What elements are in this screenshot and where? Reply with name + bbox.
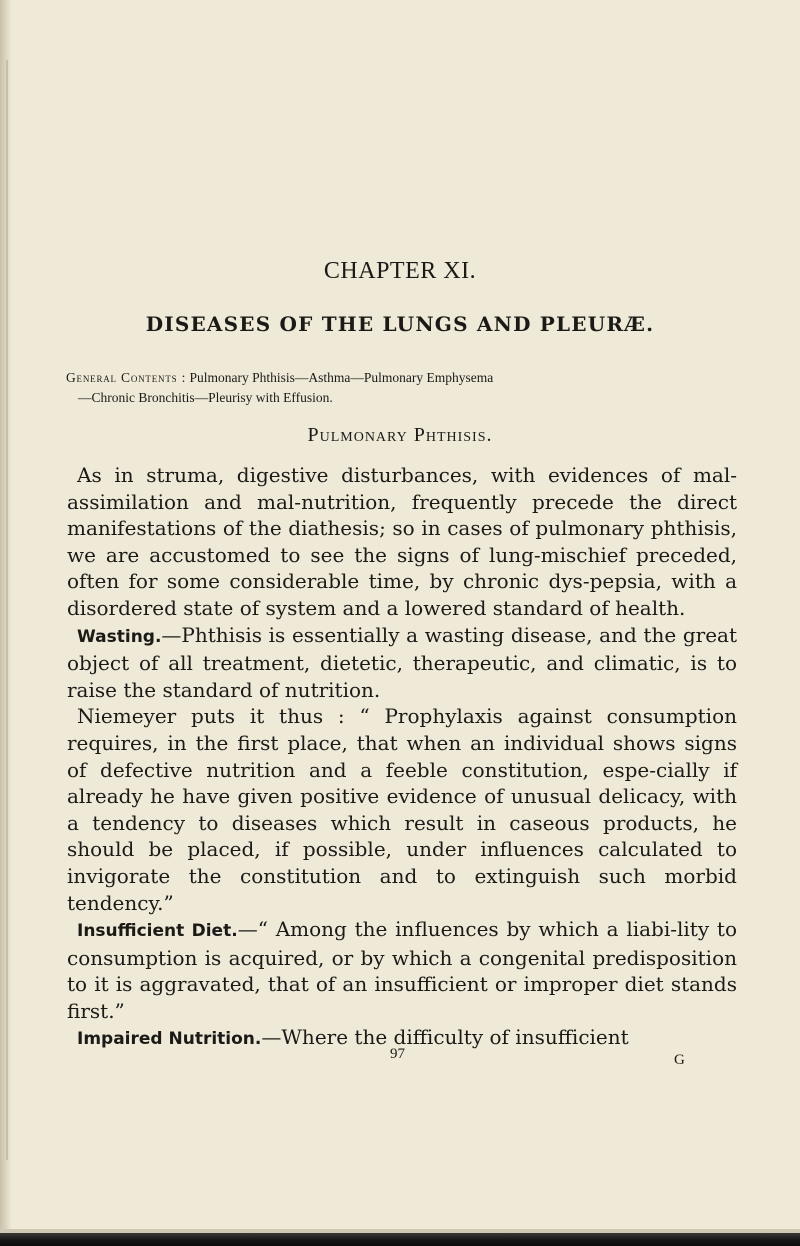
general-contents-topics: Pulmonary Phthisis—Asthma—Pulmonary Emphysema xyxy=(189,370,494,385)
paragraph-text: —Phthisis is essentially a wasting disease, and the great object of all treatment, dietetic, therapeutic, and climatic, is to raise the standard of nutrition. xyxy=(67,622,737,702)
chapter-title: CHAPTER XI. xyxy=(323,258,477,284)
page-number: 97 xyxy=(390,1046,405,1062)
scan-bottom-shadow xyxy=(0,1233,800,1246)
body-text xyxy=(67,462,737,1053)
general-contents-line-1 xyxy=(66,368,756,388)
run-in-heading-impaired-nutrition: Impaired Nutrition. xyxy=(77,1029,262,1050)
page-gutter-line xyxy=(6,60,8,1160)
page-footer xyxy=(0,1046,800,1076)
general-contents-line-2: —Chronic Bronchitis—Pleurisy with Effusion. xyxy=(78,390,333,405)
paragraph-4 xyxy=(67,916,737,1024)
general-contents-lead: General Contents : xyxy=(66,370,187,385)
paragraph-text: As in struma, digestive disturbances, with evidences of mal-assimilation and mal-nutrition, frequently precede the direct manifestations of the diathesis; so in cases of pulmonary phthisis, we are accustomed to see the signs of lung-mischief preceded, often for some considerable time, by chronic dys-pepsia, with a disordered state of system and a lowered standard of health. xyxy=(67,463,737,620)
paragraph-3 xyxy=(67,703,737,916)
chapter-subject: DISEASES OF THE LUNGS AND PLEURÆ. xyxy=(145,312,655,336)
run-in-heading-insufficient-diet: Insufficient Diet. xyxy=(77,921,238,942)
section-heading: Pulmonary Phthisis. xyxy=(307,424,493,446)
signature-mark: G xyxy=(674,1052,685,1068)
paragraph-text: Niemeyer puts it thus : “ Prophylaxis against consumption requires, in the first place, that when an individual shows signs of defective nutrition and a feeble constitution, espe-cially if already he have given positive evidence of unusual delicacy, with a tendency to diseases which result in caseous products, he should be placed, if possible, under influences calculated to invigorate the constitution and to extinguish such morbid tendency.” xyxy=(67,704,737,915)
paragraph-text: —“ Among the influences by which a liabi-lity to consumption is acquired, or by which a congenital predisposition to it is aggravated, that of an insufficient or improper diet stands first.” xyxy=(67,917,738,1023)
paragraph-2 xyxy=(67,622,737,704)
paragraph-1 xyxy=(67,462,737,622)
paragraph-text: —Where the difficulty of insufficient xyxy=(261,1025,629,1050)
run-in-heading-wasting: Wasting. xyxy=(77,626,162,647)
general-contents xyxy=(66,368,756,408)
